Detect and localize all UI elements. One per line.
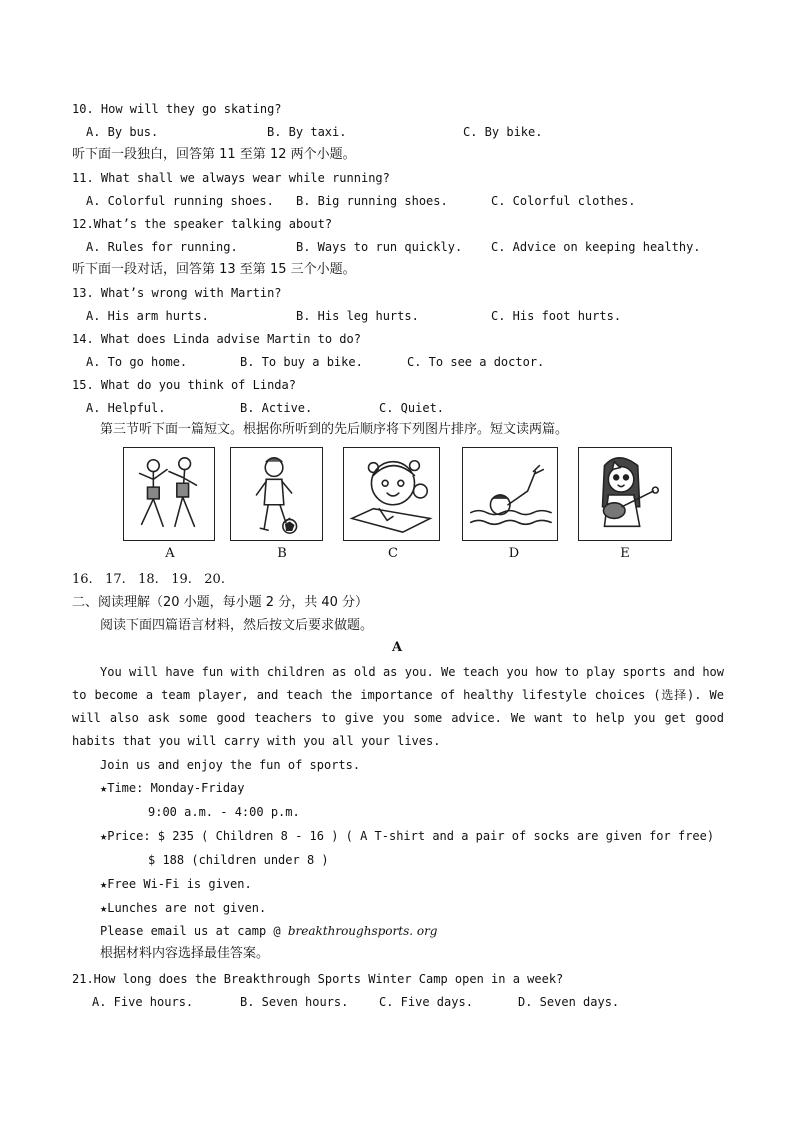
- part-2-title: 二、阅读理解（20 小题，每小题 2 分，共 40 分）: [72, 595, 369, 610]
- q13-option-b: B. His leg hurts.: [296, 309, 419, 323]
- q15-option-c: C. Quiet.: [379, 401, 445, 415]
- q12-option-b: B. Ways to run quickly.: [296, 240, 463, 254]
- picture-d: [462, 447, 558, 541]
- kungfu-fighters-icon: [124, 448, 214, 540]
- q10-option-b: B. By taxi.: [267, 125, 347, 139]
- picture-label-d: D: [508, 546, 520, 561]
- q15-option-a: A. Helpful.: [86, 401, 166, 415]
- price-label: ★Price: $ 235 ( Children 8 - 16 ) ( A T-shirt and a pair of socks are given for free): [100, 829, 715, 843]
- q13-option-c: C. His foot hurts.: [491, 309, 622, 323]
- picture-b: [230, 447, 323, 541]
- q11-option-c: C. Colorful clothes.: [491, 194, 636, 208]
- q14-option-b: B. To buy a bike.: [240, 355, 363, 369]
- section-3-instruction: 第三节听下面一篇短文。根据你所听到的先后顺序将下列图片排序。短文读两篇。: [100, 422, 569, 437]
- email-prefix: Please email us at camp @: [100, 924, 288, 938]
- q11-option-a: A. Colorful running shoes.: [86, 194, 274, 208]
- time-value: 9:00 a.m. - 4:00 p.m.: [148, 805, 300, 819]
- q21-option-d: D. Seven days.: [518, 995, 620, 1009]
- girl-writing-icon: [344, 448, 439, 540]
- q12-option-c: C. Advice on keeping healthy.: [491, 240, 701, 254]
- q15-option-b: B. Active.: [240, 401, 313, 415]
- question-21: 21.How long does the Breakthrough Sports Winter Camp open in a week?: [72, 972, 564, 986]
- q10-option-a: A. By bus.: [86, 125, 159, 139]
- q13-option-a: A. His arm hurts.: [86, 309, 209, 323]
- picture-label-a: A: [165, 546, 175, 561]
- passage-a-heading: A: [391, 640, 403, 655]
- boy-soccer-icon: [231, 448, 322, 540]
- picture-label-b: B: [277, 546, 287, 561]
- lunch-line: ★Lunches are not given.: [100, 901, 267, 915]
- q21-option-c: C. Five days.: [379, 995, 473, 1009]
- choose-instruction: 根据材料内容选择最佳答案。: [100, 946, 270, 961]
- wifi-line: ★Free Wi-Fi is given.: [100, 877, 252, 891]
- join-us-line: Join us and enjoy the fun of sports.: [100, 758, 361, 772]
- q21-option-b: B. Seven hours.: [240, 995, 349, 1009]
- girl-guitar-icon: [579, 448, 671, 540]
- picture-c: [343, 447, 440, 541]
- picture-label-c: C: [388, 546, 398, 561]
- q14-option-c: C. To see a doctor.: [407, 355, 545, 369]
- question-15: 15. What do you think of Linda?: [72, 378, 296, 392]
- email-domain: breakthroughsports. org: [287, 924, 438, 938]
- question-10: 10. How will they go skating?: [72, 102, 282, 116]
- question-11: 11. What shall we always wear while running?: [72, 171, 390, 185]
- time-label: ★Time: Monday-Friday: [100, 781, 245, 795]
- instruction-11-12: 听下面一段独白，回答第 11 至第 12 两个小题。: [72, 147, 356, 162]
- email-line: [100, 923, 438, 939]
- picture-label-e: E: [620, 546, 630, 561]
- passage-a-paragraph: You will have fun with children as old as you. We teach you how to play sports and how to become a team player, and teach the importance of healthy lifestyle choices (选择). We will also ask some good teachers to give you some advice. We want to help you get good habits that you will carry with you all your lives.: [72, 665, 724, 748]
- boy-swimming-icon: [463, 448, 557, 540]
- picture-e: [578, 447, 672, 541]
- part-2-instruction: 阅读下面四篇语言材料，然后按文后要求做题。: [100, 618, 374, 633]
- answer-numbers: 16. 17. 18. 19. 20.: [72, 572, 225, 587]
- instruction-13-15: 听下面一段对话，回答第 13 至第 15 三个小题。: [72, 262, 356, 277]
- question-12: 12.What’s the speaker talking about?: [72, 217, 333, 231]
- q14-option-a: A. To go home.: [86, 355, 188, 369]
- q12-option-a: A. Rules for running.: [86, 240, 238, 254]
- question-14: 14. What does Linda advise Martin to do?: [72, 332, 361, 346]
- price-under-8: $ 188 (children under 8 ): [148, 853, 329, 867]
- q10-option-c: C. By bike.: [463, 125, 543, 139]
- question-13: 13. What’s wrong with Martin?: [72, 286, 282, 300]
- picture-a: [123, 447, 215, 541]
- q21-option-a: A. Five hours.: [92, 995, 194, 1009]
- q11-option-b: B. Big running shoes.: [296, 194, 448, 208]
